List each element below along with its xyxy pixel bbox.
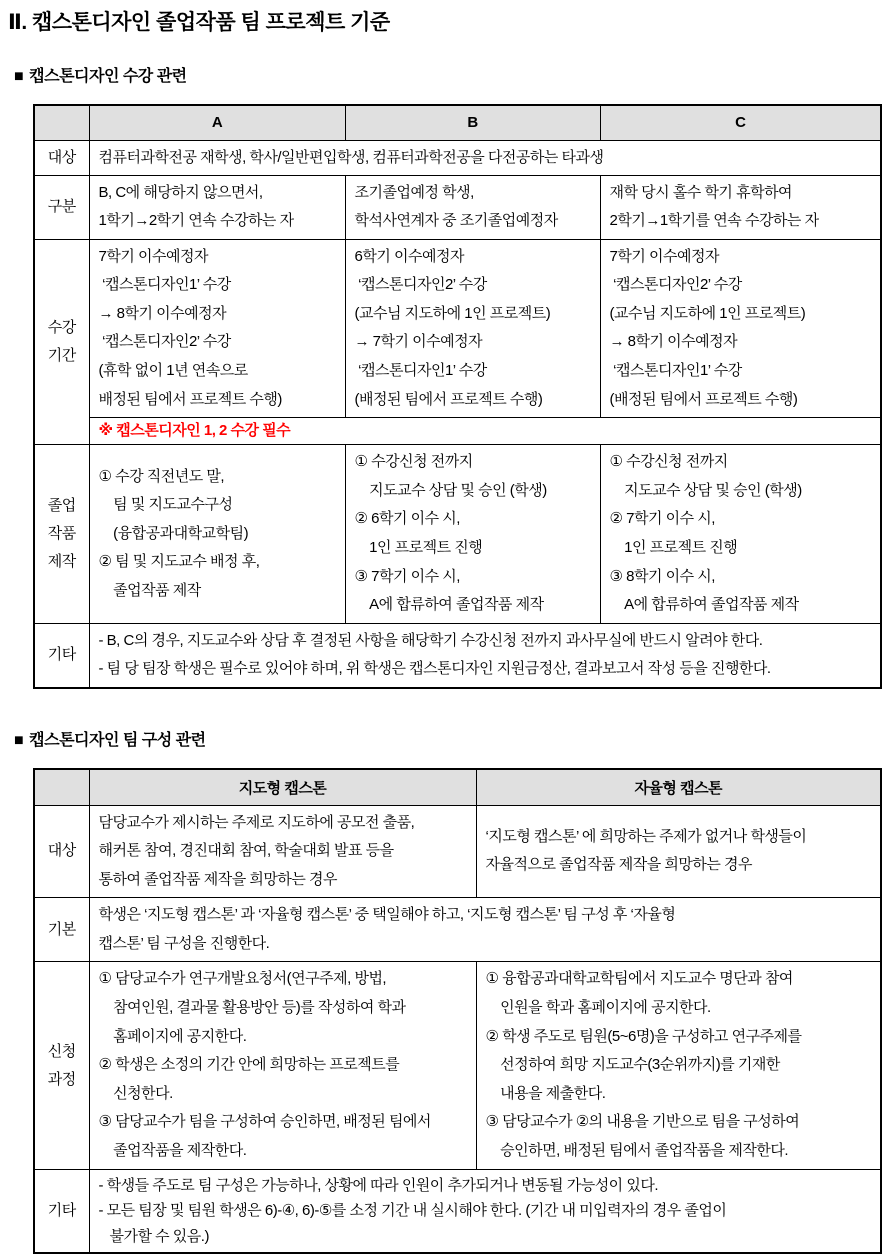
- text-line: ① 수강신청 전까지: [609, 453, 728, 471]
- text-line: 참여인원, 결과물 활용방안 등)를 작성하여 학과: [98, 999, 406, 1017]
- table-row-process: [34, 962, 881, 1169]
- text-line: ② 7학기 이수 시,: [609, 510, 715, 528]
- text-line: A에 합류하여 졸업작품 제작: [354, 596, 544, 614]
- table-row-target: [34, 805, 881, 898]
- text-line: 7학기 이수예정자: [609, 247, 719, 265]
- text-line: (배정된 팀에서 프로젝트 수행): [354, 390, 543, 408]
- square-bullet-icon: ■: [14, 68, 24, 85]
- header-corner-cell: [34, 769, 89, 805]
- text-line: 선정하여 희망 지도교수(3순위까지)를 기재한: [485, 1056, 780, 1074]
- cell-production-b: [345, 445, 600, 624]
- text-line: ‘캡스톤디자인1’ 수강: [98, 276, 231, 294]
- text-line: ③ 8학기 이수 시,: [609, 567, 715, 585]
- table-row-production: [34, 445, 881, 624]
- text-line: A에 합류하여 졸업작품 제작: [609, 596, 799, 614]
- text-line: (휴학 없이 1년 연속으로: [98, 362, 248, 380]
- text-line: ‘캡스톤디자인1’ 수강: [609, 362, 742, 380]
- text-line: 졸업: [47, 497, 76, 515]
- square-bullet-icon: ■: [14, 732, 24, 749]
- text-line: 7학기 이수예정자: [98, 247, 208, 265]
- text-line: (교수님 지도하에 1인 프로젝트): [609, 304, 806, 322]
- text-line: 캡스톤’ 팀 구성을 진행한다.: [98, 934, 270, 952]
- cell-basic-all: [89, 898, 881, 962]
- text-line: 학석사연계자 중 조기졸업예정자: [354, 212, 558, 230]
- row-label-target: 대상: [34, 805, 89, 898]
- text-line: 재학 당시 홀수 학기 휴학하여: [609, 183, 793, 201]
- text-line: 담당교수가 제시하는 주제로 지도하에 공모전 출품,: [98, 813, 415, 831]
- text-line: (융합공과대학교학팀): [98, 524, 249, 542]
- row-label-period: [34, 239, 89, 445]
- text-line: - B, C의 경우, 지도교수와 상담 후 결정된 사항을 해당학기 수강신청 전까지 과사무실에 반드시 알려야 한다.: [98, 631, 763, 649]
- row-label-basic: 기본: [34, 898, 89, 962]
- text-line: 2학기→1학기를 연속 수강하는 자: [609, 212, 819, 230]
- section-heading-team: [14, 727, 882, 750]
- text-line: 과정: [47, 1070, 76, 1088]
- text-line: 제작: [47, 553, 76, 571]
- table-row-target: [34, 140, 881, 175]
- text-line: 팀 및 지도교수구성: [98, 496, 233, 514]
- section-heading-course: [14, 63, 882, 86]
- row-label-etc: 기타: [34, 623, 89, 688]
- course-enrollment-table: [33, 104, 882, 689]
- text-line: 기간: [47, 346, 76, 364]
- row-label-etc: 기타: [34, 1169, 89, 1253]
- text-line: 1학기→2학기 연속 수강하는 자: [98, 212, 294, 230]
- text-line: 인원을 학과 홈페이지에 공지한다.: [485, 999, 711, 1017]
- text-line: 1인 프로젝트 진행: [609, 539, 738, 557]
- table-row-category: [34, 175, 881, 239]
- text-line: 해커톤 참여, 경진대회 참여, 학술대회 발표 등을: [98, 842, 394, 860]
- text-line: 불가할 수 있음.): [98, 1227, 209, 1245]
- text-line: ① 수강신청 전까지: [354, 453, 473, 471]
- text-line: ① 담당교수가 연구개발요청서(연구주제, 방법,: [98, 970, 387, 988]
- table-row-basic: [34, 898, 881, 962]
- table-row-etc: [34, 623, 881, 688]
- cell-target-autonomous: [476, 805, 881, 898]
- text-line: → 8학기 이수예정자: [98, 304, 227, 322]
- header-col-c: C: [600, 105, 881, 140]
- text-line: 작품: [47, 525, 76, 543]
- text-line: ② 학생은 소정의 기간 안에 희망하는 프로젝트를: [98, 1056, 400, 1074]
- section-heading-team-label: 캡스톤디자인 팀 구성 관련: [29, 732, 206, 749]
- cell-category-a: [89, 175, 345, 239]
- text-line: (교수님 지도하에 1인 프로젝트): [354, 304, 551, 322]
- required-courses-note: ※ 캡스톤디자인 1, 2 수강 필수: [89, 418, 881, 445]
- table-row-period-note: [34, 418, 881, 445]
- text-line: 지도교수 상담 및 승인 (학생): [609, 481, 802, 499]
- row-label-target: 대상: [34, 140, 89, 175]
- cell-production-a: [89, 445, 345, 624]
- cell-period-a: [89, 239, 345, 418]
- row-label-production: [34, 445, 89, 624]
- text-line: → 8학기 이수예정자: [609, 333, 738, 351]
- text-line: ① 수강 직전년도 말,: [98, 467, 225, 485]
- text-line: 6학기 이수예정자: [354, 247, 464, 265]
- text-line: - 팀 당 팀장 학생은 필수로 있어야 하며, 위 학생은 캡스톤디자인 지원금정산, 결과보고서 작성 등을 진행한다.: [98, 660, 771, 678]
- table-row-etc: [34, 1169, 881, 1253]
- text-line: 내용을 제출한다.: [485, 1084, 606, 1102]
- header-col-guided: 지도형 캡스톤: [89, 769, 476, 805]
- cell-etc-all: [89, 623, 881, 688]
- text-line: 학생은 ‘지도형 캡스톤’ 과 ‘자율형 캡스톤’ 중 택일해야 하고, ‘지도형 캡스톤’ 팀 구성 후 ‘자율형: [98, 906, 676, 924]
- cell-target-all: 컴퓨터과학전공 재학생, 학사/일반편입학생, 컴퓨터과학전공을 다전공하는 타과생: [89, 140, 881, 175]
- text-line: B, C에 해당하지 않으면서,: [98, 183, 263, 201]
- text-line: ‘캡스톤디자인2’ 수강: [98, 333, 231, 351]
- row-label-process: [34, 962, 89, 1169]
- text-line: (배정된 팀에서 프로젝트 수행): [609, 390, 798, 408]
- text-line: 졸업작품 제작: [98, 581, 201, 599]
- text-line: 홈페이지에 공지한다.: [98, 1027, 247, 1045]
- text-line: ② 팀 및 지도교수 배정 후,: [98, 553, 260, 571]
- table-header-row: [34, 769, 881, 805]
- text-line: - 모든 팀장 및 팀원 학생은 6)-④, 6)-⑤를 소정 기간 내 실시해야 한다. (기간 내 미입력자의 경우 졸업이: [98, 1202, 727, 1220]
- cell-period-b: [345, 239, 600, 418]
- text-line: ‘캡스톤디자인1’ 수강: [354, 362, 487, 380]
- text-line: 통하여 졸업작품 제작을 희망하는 경우: [98, 870, 338, 888]
- cell-etc-all: [89, 1169, 881, 1253]
- text-line: 신청: [47, 1042, 76, 1060]
- text-line: 자율적으로 졸업작품 제작을 희망하는 경우: [485, 856, 752, 874]
- header-col-b: B: [345, 105, 600, 140]
- header-corner-cell: [34, 105, 89, 140]
- text-line: ① 융합공과대학교학팀에서 지도교수 명단과 참여: [485, 970, 793, 988]
- cell-category-c: [600, 175, 881, 239]
- cell-process-guided: [89, 962, 476, 1169]
- table-row-period: [34, 239, 881, 418]
- cell-category-b: [345, 175, 600, 239]
- cell-process-autonomous: [476, 962, 881, 1169]
- text-line: ‘캡스톤디자인2’ 수강: [609, 276, 742, 294]
- cell-production-c: [600, 445, 881, 624]
- text-line: ② 학생 주도로 팀원(5~6명)을 구성하고 연구주제를: [485, 1027, 802, 1045]
- text-line: 조기졸업예정 학생,: [354, 183, 474, 201]
- text-line: 지도교수 상담 및 승인 (학생): [354, 481, 547, 499]
- text-line: 수강: [47, 318, 76, 336]
- text-line: 배정된 팀에서 프로젝트 수행): [98, 390, 282, 408]
- row-label-category: 구분: [34, 175, 89, 239]
- text-line: → 7학기 이수예정자: [354, 333, 483, 351]
- cell-period-c: [600, 239, 881, 418]
- table-header-row: [34, 105, 881, 140]
- header-col-a: A: [89, 105, 345, 140]
- text-line: ‘캡스톤디자인2’ 수강: [354, 276, 487, 294]
- text-line: 1인 프로젝트 진행: [354, 539, 483, 557]
- text-line: ③ 7학기 이수 시,: [354, 567, 460, 585]
- text-line: ③ 담당교수가 팀을 구성하여 승인하면, 배정된 팀에서: [98, 1113, 431, 1131]
- text-line: ② 6학기 이수 시,: [354, 510, 460, 528]
- text-line: - 학생들 주도로 팀 구성은 가능하나, 상황에 따라 인원이 추가되거나 변동될 가능성이 있다.: [98, 1176, 658, 1194]
- text-line: 승인하면, 배정된 팀에서 졸업작품을 제작한다.: [485, 1142, 788, 1160]
- page-title: Ⅱ. 캡스톤디자인 졸업작품 팀 프로젝트 기준: [8, 11, 390, 34]
- text-line: 신청한다.: [98, 1084, 173, 1102]
- text-line: ‘지도형 캡스톤’ 에 희망하는 주제가 없거나 학생들이: [485, 827, 807, 845]
- text-line: ③ 담당교수가 ②의 내용을 기반으로 팀을 구성하여: [485, 1113, 800, 1131]
- section-heading-course-label: 캡스톤디자인 수강 관련: [29, 68, 187, 85]
- team-composition-table: [33, 768, 882, 1254]
- cell-target-guided: [89, 805, 476, 898]
- header-col-autonomous: 자율형 캡스톤: [476, 769, 881, 805]
- text-line: 졸업작품을 제작한다.: [98, 1142, 247, 1160]
